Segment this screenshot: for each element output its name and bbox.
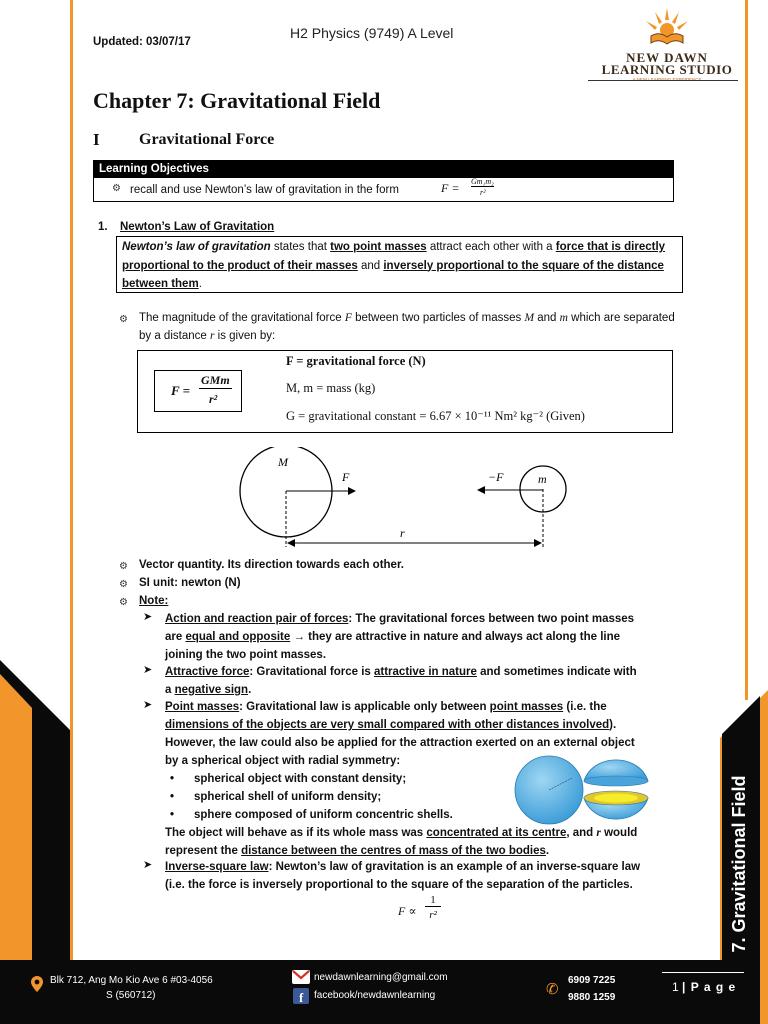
- location-pin-icon: [30, 975, 44, 993]
- footer-address-1: Blk 712, Ang Mo Kio Ave 6 #03-4056: [50, 975, 213, 986]
- updated-date: Updated: 03/07/17: [93, 36, 191, 48]
- magnitude-text: The magnitude of the gravitational force F between two particles of masses M and m which are separated by a distance r is given by:: [139, 312, 675, 342]
- objective-formula-lhs: F =: [441, 181, 460, 195]
- footer-phone-1: 6909 7225: [568, 975, 616, 986]
- two-masses-diagram: [230, 447, 590, 552]
- logo: [592, 6, 742, 86]
- page-number-rule: [662, 972, 744, 973]
- footer-address-2: S (560712): [106, 990, 156, 1001]
- svg-text:f: f: [299, 990, 304, 1004]
- facebook-icon[interactable]: [293, 988, 309, 1004]
- learning-objectives-box: [93, 160, 674, 202]
- arrow-bullet-icon: ➤: [143, 664, 153, 676]
- page-decoration: [0, 660, 768, 1024]
- list-item: • spherical shell of uniform density;: [170, 791, 382, 803]
- list-item: • spherical object with constant density;: [170, 773, 407, 785]
- arrow-bullet-icon: ➤: [143, 611, 153, 623]
- formula-def-force: F = gravitational force (N): [286, 354, 426, 368]
- phone-icon: ✆: [546, 981, 559, 998]
- inverse-square-formula: F ∝ 1 r²: [398, 894, 458, 928]
- email-icon[interactable]: [292, 970, 310, 984]
- label-M: M: [278, 455, 288, 469]
- footer-phone-2: 9880 1259: [568, 992, 616, 1003]
- label-m: m: [538, 472, 547, 486]
- bullet-icon: ⚙: [119, 314, 128, 325]
- note-point-masses: Point masses: Gravitational law is applicable only between point masses (i.e. the dimensions of the objects are very small compared with other distances involved). However, the law could also be applied for the attraction exerted on an external object by a spherical object with radial symmetry:: [165, 701, 635, 767]
- vector-quantity-text: Vector quantity. Its direction towards each other.: [139, 559, 404, 571]
- frame-right: [745, 0, 748, 700]
- note-heading: Note:: [139, 595, 169, 607]
- list-item: • sphere composed of uniform concentric shells.: [170, 809, 453, 821]
- bullet-icon: ⚙: [119, 561, 128, 572]
- chapter-title: Chapter 7: Gravitational Field: [93, 88, 381, 113]
- footer-facebook[interactable]: facebook/newdawnlearning: [314, 990, 436, 1001]
- bullet-icon: ⚙: [112, 183, 121, 194]
- formula-box: [137, 350, 673, 433]
- formula-inner-box: F = GMm r²: [154, 370, 242, 412]
- note-action-reaction: Action and reaction pair of forces: The gravitational forces between two point masses are equal and opposite → they are attractive in nature and always act along the line joining the two point masses.: [165, 613, 635, 661]
- page-number: 1 | P a g e: [672, 980, 737, 994]
- label-F: F: [342, 470, 350, 484]
- label-neg-F: −F: [488, 470, 504, 484]
- logo-line1: NEW DAWN: [626, 50, 708, 65]
- section-number: 1.: [98, 221, 108, 233]
- learning-objectives-heading: Learning Objectives: [94, 161, 673, 178]
- note-centre-of-mass: The object will behave as if its whole mass was concentrated at its centre, and r would represent the distance between the centres of mass of the two bodies.: [165, 827, 638, 857]
- objective-formula-den: r²: [480, 188, 486, 197]
- objective-text: recall and use Newton’s law of gravitation in the form: [130, 184, 399, 196]
- formula-def-constant: G = gravitational constant = 6.67 × 10⁻¹¹ Nm² kg⁻² (Given): [286, 409, 585, 423]
- note-attractive-force: Attractive force: Gravitational force is attractive in nature and sometimes indicate with a negative sign.: [165, 666, 637, 696]
- logo-line2: LEARNING STUDIO: [601, 62, 733, 77]
- newtons-law-heading: Newton’s Law of Gravitation: [120, 221, 275, 233]
- si-unit-text: SI unit: newton (N): [139, 577, 241, 589]
- header-rule: [588, 80, 738, 81]
- arrow-bullet-icon: ➤: [143, 859, 153, 871]
- bullet-icon: ⚙: [119, 597, 128, 608]
- definition-box: Newton’s law of gravitation states that two point masses attract each other with a force that is directly proportional to the product of their masses and inversely proportional to the square of the distance between them.: [116, 236, 683, 293]
- side-tab-text: 7. Gravitational Field: [729, 775, 749, 953]
- arrow-bullet-icon: ➤: [143, 699, 153, 711]
- label-r: r: [400, 526, 405, 540]
- footer-email[interactable]: newdawnlearning@gmail.com: [314, 972, 448, 983]
- bullet-icon: ⚙: [119, 579, 128, 590]
- note-inverse-square: Inverse-square law: Newton’s law of gravitation is an example of an inverse-square law (i.e. the force is inversely proportional to the square of the separation of the particles.: [165, 861, 641, 891]
- section-title: Gravitational Force: [139, 131, 275, 148]
- sunrise-book-icon: [637, 6, 697, 48]
- formula-def-mass: M, m = mass (kg): [286, 381, 376, 395]
- course-title: H2 Physics (9749) A Level: [290, 25, 454, 41]
- section-numeral: I: [93, 130, 100, 149]
- objective-formula-num: Gm₁m₂: [471, 177, 494, 186]
